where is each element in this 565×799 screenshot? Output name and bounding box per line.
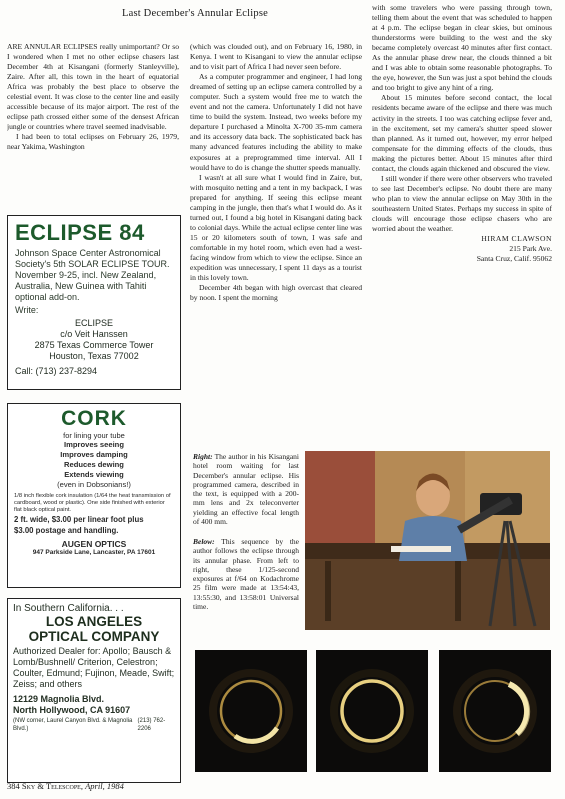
magazine-name: Sky & Telescope, [21, 781, 83, 791]
article-column-3 [372, 3, 552, 403]
photo-caption-right [193, 452, 299, 526]
page-footer [7, 781, 124, 791]
article-paragraph: I wasn't at all sure what I would find in Zaire, but, with mosquito netting and a tent in my backpack, I was prepared for anything. If seeing this eclipse meant camping in the jungle, then that's what I would do. As it turned out, I found a big hotel in Kisangani dating back to colonial days. While the actual eclipse center line was 15 or 20 kilometers south of town, I was safe and comfortable in my hotel room, which even had a west-facing window from which to view the eclipse. Since an expedition was unnecessary, I spent 11 days as a tourist in this lovely town. [190, 172, 362, 283]
article-paragraph: I had been to total eclipses on February 26, 1979, near Yakima, Washington [7, 132, 179, 152]
ad-address-line: 12129 Magnolia Blvd. [13, 694, 105, 704]
article-title: Last December's Annular Eclipse [121, 8, 268, 19]
ad-subheading: for lining your tube [63, 431, 125, 440]
page-number: 384 [7, 781, 20, 791]
author-photo [305, 451, 550, 630]
article-paragraph: (which was clouded out), and on February 16, 1980, in Kenya. I went to Kisangani to view the annular eclipse and to visit part of Africa I had never seen before. [190, 42, 362, 72]
ad-phone: Call: (713) 237-8294 [15, 366, 98, 376]
eclipse-ring-image [195, 650, 307, 772]
ad-write-label: Write: [15, 305, 39, 315]
photo-caption-below [193, 537, 299, 611]
author-address-line: Santa Cruz, Calif. 95062 [476, 254, 552, 264]
ad-headline: OPTICAL COMPANY [28, 629, 160, 644]
ad-address-line: 2875 Texas Commerce Tower [34, 340, 154, 350]
ad-price: $3.00 postage and handling. [14, 526, 119, 535]
ad-address-line: Houston, Texas 77002 [49, 351, 139, 361]
caption-label: Right: [193, 452, 213, 461]
ad-headline: ECLIPSE 84 [15, 220, 145, 245]
ad-address-line: ECLIPSE [74, 318, 114, 328]
ad-price: 2 ft. wide, $3.00 per linear foot plus [14, 515, 144, 524]
ad-body: Authorized Dealer for: Apollo; Bausch & Lomb/Bushnell/ Criterion, Celestron; Coulter, Edmund; Fujinon, Meade, Swift; Zeiss; and others [13, 646, 175, 689]
article-paragraph: About 15 minutes before second contact, the local residents became aware of the eclipse and there was much activity in the streets. I too was catching eclipse fever and, in the excitement, set my camera's shutter speed slower than planned. As it turned out, however, my error helped compensate for the dimming effects of the clouds, thus making the pictures better. About 15 minutes after third contact, the clouds again thickened and obscured the view. [372, 93, 552, 173]
ad-feature: Improves damping [60, 450, 128, 459]
ad-feature: Improves seeing [64, 440, 124, 449]
article-column-2 [190, 42, 362, 442]
caption-text: This sequence by the author follows the eclipse through its annular phase. From left to right, these 1/125-second exposures at f/64 on Kodachrome 25 film were made at 13:54:43, 13:55:30, and 13:58:01 Universal time. [193, 537, 299, 612]
ad-address-line: North Hollywood, CA 91607 [13, 705, 131, 715]
article-paragraph: As a computer programmer and engineer, I had long dreamed of setting up an eclipse camera controlled by a computer. Such a system would free me to watch the event and not the camera. Unfortunately I did not have time to build the system. Instead, two weeks before my departure I purchased a Minolta X-700 35-mm camera and its accessory data back. The sophisticated back has many advanced features including the ability to make exposures at a preprogrammed time interval. All I would have to do is change the shutter speeds manually. [190, 72, 362, 172]
ad-lead: In Southern California. . . [13, 603, 124, 614]
ad-fine-print: 1/8 inch flexible cork insulation (1/64 the heat transmission of cardboard, wood or plastic). One side finished with exterior flat black optical paint. [14, 493, 171, 513]
la-optical-ad [7, 598, 181, 783]
ad-feature: Reduces dewing [64, 460, 124, 469]
article-paragraph: I still wonder if there were other observers who traveled to see last December's eclipse. No doubt there are many who plan to view the annular eclipse on May 30th in the southeastern United States. Perhaps my success in spite of clouds will encourage those eclipse chasers who are worried about the weather. [372, 173, 552, 234]
ad-address-line: c/o Veit Hanssen [60, 329, 128, 339]
ad-headline: LOS ANGELES [45, 614, 143, 629]
eclipse-photo-3 [439, 650, 551, 772]
eclipse-ring-image [439, 650, 551, 772]
ad-address [15, 318, 173, 362]
issue-date: April, 1984 [85, 781, 124, 791]
cork-ad [7, 403, 181, 588]
article-paragraph: December 4th began with high overcast that cleared by noon. I spent the morning [190, 283, 362, 303]
ad-phone: (213) 762-2206 [137, 718, 166, 732]
eclipse-photo-1 [195, 650, 307, 772]
ad-fine-print [13, 718, 175, 733]
article-column-1 [7, 42, 179, 210]
author-name: HIRAM CLAWSON [481, 234, 552, 244]
ad-feature: Extends viewing [64, 470, 124, 479]
eclipse-84-ad [7, 215, 181, 390]
author-address-line: 215 Park Ave. [509, 244, 552, 254]
eclipse-ring-image [316, 650, 428, 772]
ad-company: AUGEN OPTICS [61, 539, 127, 549]
caption-text: The author in his Kisangani hotel room waiting for last December's annular eclipse. His programmed camera, described in the text, is equipped with a 200-mm lens and 2x teleconverter yielding an effective focal length of 400 mm. [193, 452, 299, 527]
caption-label: Below: [193, 537, 215, 546]
article-paragraph: ARE ANNULAR ECLIPSES really unimportant? Or so I wondered when I met no other eclipse chasers last December 4th at Kisangani (formerly Stanleyville), Zaire. After all, this town in the heart of equatorial Africa was probably the best place to observe the celestial event. It was close to the center line and easily accessible because of its major airport. The rest of the eclipse path crossed either some of the densest African jungle or countries where travel seemed inadvisable. [7, 42, 179, 132]
ad-directions: (NW corner, Laurel Canyon Blvd. & Magnolia Blvd.) [13, 718, 133, 732]
ad-body: Johnson Space Center Astronomical Society's 5th SOLAR ECLIPSE TOUR. November 9-25, incl. New Zealand, Australia, New Guinea with Tahiti optional add-on. [15, 248, 170, 302]
ad-company-address: 947 Parkside Lane, Lancaster, PA 17601 [32, 549, 156, 556]
author-signature [372, 234, 552, 264]
article-paragraph: with some travelers who were passing through town, telling them about the event that was scheduled to happen at 4 p.m. The eclipse began in clear skies, but ominous thunderstorms were building to the west and the sky became completely overcast 40 minutes after first contact. As the annular phase drew near, the clouds thinned a bit and I was able to obtain some reasonable photographs. To the eye, however, the Sun was just a spot behind the clouds and too bright to give any hint of a ring. [372, 3, 552, 93]
eclipse-photo-2 [316, 650, 428, 772]
ad-feature-note: (even in Dobsonians!) [57, 480, 131, 489]
ad-headline: CORK [61, 407, 127, 430]
author-photo-illustration [305, 451, 550, 630]
